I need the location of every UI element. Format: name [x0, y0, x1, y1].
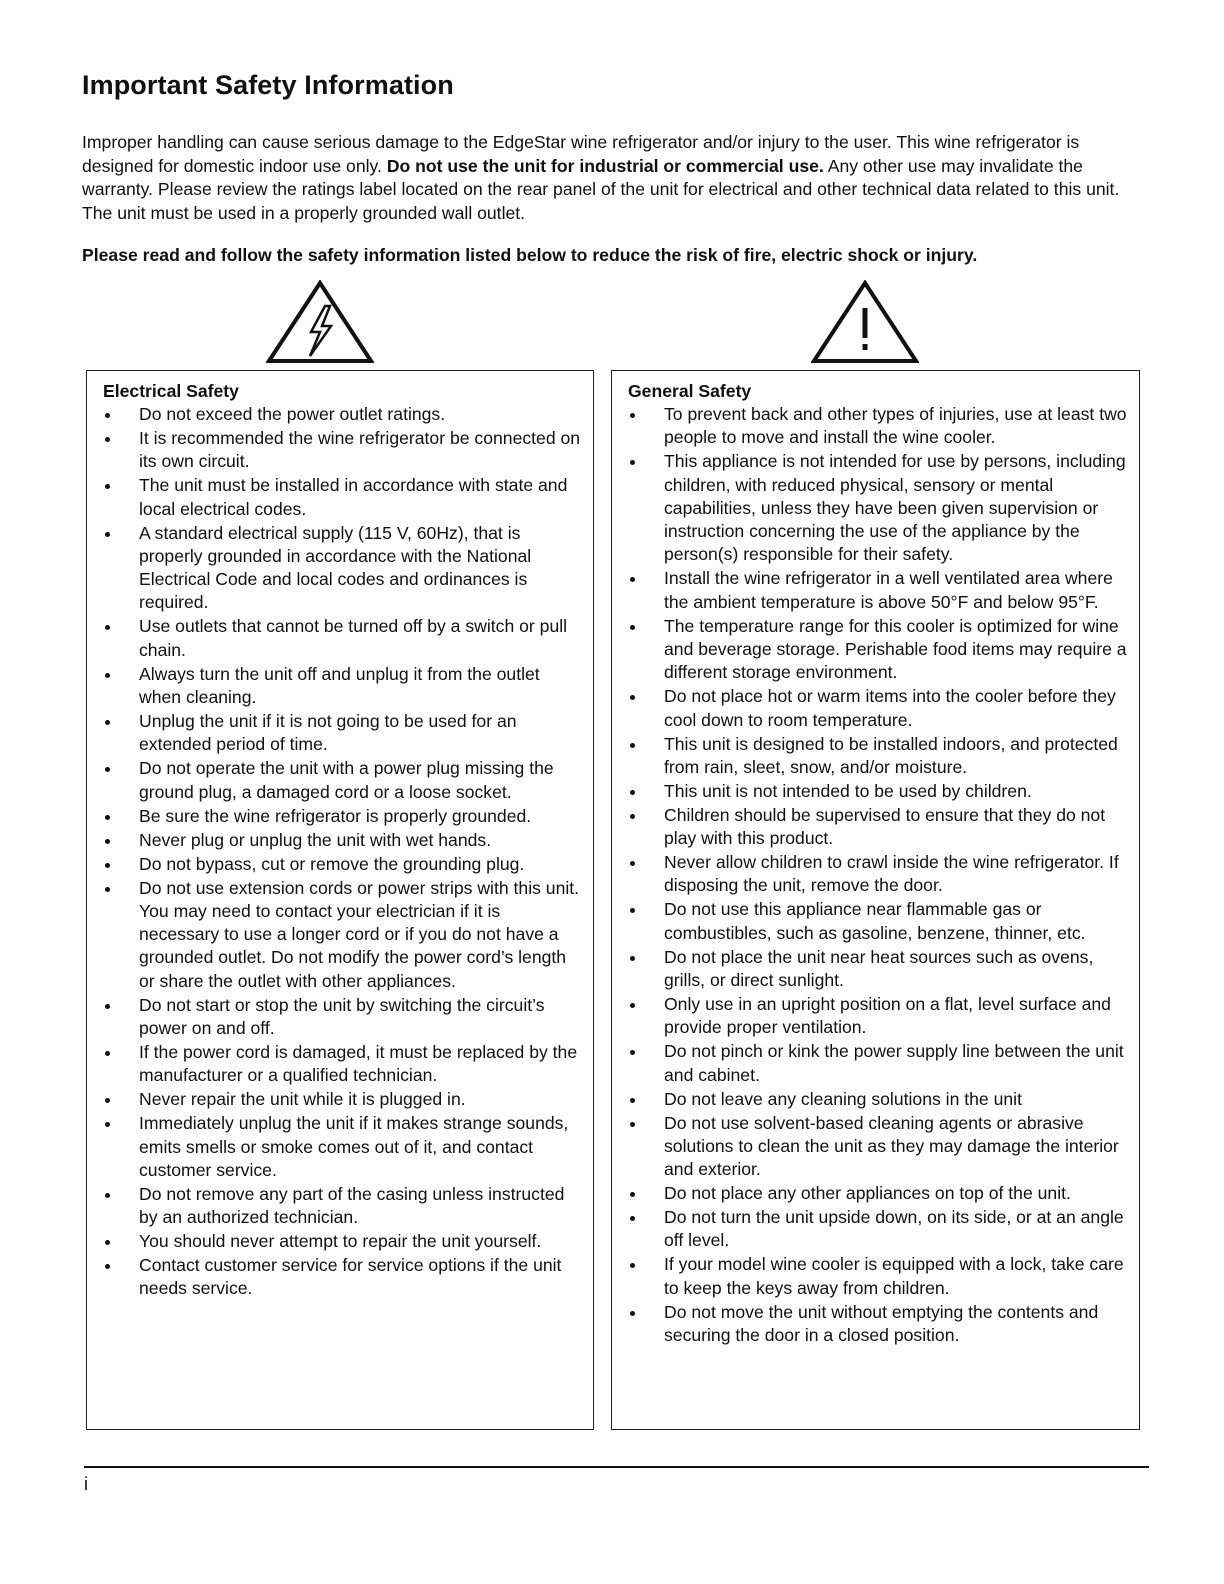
general-safety-list — [628, 403, 1127, 1347]
list-item — [628, 1301, 1127, 1348]
bullet-icon — [105, 863, 110, 868]
list-item-text: Only use in an upright position on a flat, level surface and provide proper ventilation. — [664, 993, 1111, 1038]
list-item-text: Be sure the wine refrigerator is properly grounded. — [139, 805, 532, 826]
list-item-text: Do not use extension cords or power strips with this unit. You may need to contact your electrician if it is necessary to use a longer cord or if you do not have a grounded outlet. Do not modify the power cord’s length or share the outlet with other appliances. — [139, 877, 580, 991]
list-item-text: Do not remove any part of the casing unless instructed by an authorized technician. — [139, 1183, 565, 1228]
bullet-icon — [105, 720, 110, 725]
list-item-text: Always turn the unit off and unplug it from the outlet when cleaning. — [139, 663, 540, 707]
intro-paragraph — [82, 131, 1147, 225]
bullet-icon — [105, 1098, 110, 1103]
bullet-icon — [630, 1098, 635, 1103]
bullet-icon — [105, 1264, 110, 1269]
bullet-icon — [630, 1216, 635, 1221]
list-item — [628, 450, 1127, 566]
list-item-text: Do not place the unit near heat sources such as ovens, grills, or direct sunlight. — [664, 946, 1094, 990]
list-item — [103, 615, 581, 662]
list-item-text: Unplug the unit if it is not going to be used for an extended period of time. — [139, 710, 517, 755]
bullet-icon — [630, 956, 635, 961]
bullet-icon — [105, 1193, 110, 1198]
bullet-icon — [630, 695, 635, 700]
list-item — [103, 877, 581, 993]
intro-text-2: Any other use may invalidate the warranty. Please review the ratings label located on the rear panel of the unit for electrical and other technical data related to this unit. The unit must be used in a properly grounded wall outlet. — [82, 155, 1120, 223]
list-item-text: Never repair the unit while it is plugged in. — [139, 1089, 466, 1110]
intro-text-1: Improper handling can cause serious damage to the EdgeStar wine refrigerator and/or injury to the user. This wine refrigerator is designed for domestic indoor use only. — [82, 132, 1080, 176]
list-item-text: Do not move the unit without emptying the contents and securing the door in a closed position. — [664, 1301, 1099, 1345]
list-item-text: Do not operate the unit with a power plug missing the ground plug, a damaged cord or a loose socket. — [139, 758, 554, 802]
list-item — [103, 829, 581, 852]
electrical-safety-list — [103, 403, 581, 1301]
list-item-text: Contact customer service for service options if the unit needs service. — [139, 1255, 562, 1299]
list-item-text: You should never attempt to repair the unit yourself. — [139, 1231, 542, 1252]
list-item-text: Do not exceed the power outlet ratings. — [139, 404, 446, 424]
bullet-icon — [105, 1004, 110, 1009]
bullet-icon — [105, 532, 110, 537]
list-item — [628, 1088, 1127, 1111]
list-item — [103, 1254, 581, 1301]
list-item — [103, 427, 581, 474]
list-item-text: Never allow children to crawl inside the wine refrigerator. If disposing the unit, remove the door. — [664, 852, 1119, 896]
list-item — [103, 1112, 581, 1182]
safety-callout: Please read and follow the safety information listed below to reduce the risk of fire, electric shock or injury. — [82, 245, 978, 265]
bullet-icon — [630, 1263, 635, 1268]
list-item-text: This unit is designed to be installed indoors, and protected from rain, sleet, snow, and/or moisture. — [664, 733, 1118, 777]
bullet-icon — [105, 887, 110, 892]
list-item-text: To prevent back and other types of injuries, use at least two people to move and install the wine cooler. — [664, 404, 1127, 448]
list-item — [103, 663, 581, 710]
list-item — [628, 615, 1127, 685]
list-item — [628, 993, 1127, 1040]
list-item — [103, 522, 581, 615]
list-item-text: The unit must be installed in accordance with state and local electrical codes. — [139, 475, 568, 519]
page-title: Important Safety Information — [82, 70, 454, 100]
list-item-text: Use outlets that cannot be turned off by a switch or pull chain. — [139, 616, 568, 660]
list-item — [103, 757, 581, 804]
list-item — [103, 474, 581, 521]
bullet-icon — [105, 673, 110, 678]
list-item-text: Children should be supervised to ensure that they do not play with this product. — [664, 804, 1106, 849]
list-item-text: If the power cord is damaged, it must be replaced by the manufacturer or a qualified technician. — [139, 1041, 578, 1086]
list-item — [103, 403, 581, 426]
footer-divider — [84, 1466, 1149, 1468]
list-item-text: This unit is not intended to be used by children. — [664, 780, 1032, 801]
list-item — [628, 567, 1127, 614]
list-item-text: This appliance is not intended for use by persons, including children, with reduced physical, sensory or mental capabilities, unless they have been given supervision or instruction concerning the use of the appliance by the person(s) responsible for their safety. — [664, 451, 1126, 565]
list-item — [103, 1183, 581, 1230]
list-item-text: Do not place hot or warm items into the cooler before they cool down to room temperature. — [664, 686, 1116, 730]
list-item-text: A standard electrical supply (115 V, 60Hz), that is properly grounded in accordance with the National Electrical Code and local codes and ordinances is required. — [139, 522, 532, 613]
list-item — [103, 805, 581, 828]
list-item — [103, 1088, 581, 1111]
bullet-icon — [630, 1311, 635, 1316]
list-item — [103, 1230, 581, 1253]
bullet-icon — [630, 1050, 635, 1055]
list-item-text: Do not use this appliance near flammable gas or combustibles, such as gasoline, benzene, thinner, etc. — [664, 899, 1086, 943]
list-item-text: Install the wine refrigerator in a well ventilated area where the ambient temperature is above 50°F and below 95°F. — [664, 568, 1113, 612]
bullet-icon — [630, 577, 635, 582]
list-item-text: Do not place any other appliances on top of the unit. — [664, 1183, 1071, 1204]
list-item — [628, 1253, 1127, 1300]
list-item — [628, 946, 1127, 993]
bullet-icon — [105, 815, 110, 820]
list-item-text: Immediately unplug the unit if it makes strange sounds, emits smells or smoke comes out of it, and contact customer service. — [139, 1113, 569, 1180]
general-warning-icon — [811, 280, 919, 364]
list-item — [103, 710, 581, 757]
bullet-icon — [105, 1051, 110, 1056]
electric-shock-warning-icon — [266, 280, 374, 364]
list-item — [628, 1040, 1127, 1087]
general-safety-heading: General Safety — [628, 381, 752, 401]
list-item-text: Do not use solvent-based cleaning agents or abrasive solutions to clean the unit as they may damage the interior and exterior. — [664, 1112, 1119, 1180]
list-item-text: If your model wine cooler is equipped with a lock, take care to keep the keys away from children. — [664, 1254, 1124, 1298]
list-item-text: Never plug or unplug the unit with wet hands. — [139, 829, 492, 850]
bullet-icon — [630, 908, 635, 913]
list-item — [628, 733, 1127, 780]
bullet-icon — [630, 625, 635, 630]
list-item-text: The temperature range for this cooler is optimized for wine and beverage storage. Perishable food items may require a different storage environment. — [664, 615, 1127, 683]
intro-bold-warning: Do not use the unit for industrial or commercial use. — [386, 155, 824, 176]
general-safety-box — [611, 370, 1140, 1430]
bullet-icon — [105, 1122, 110, 1127]
bullet-icon — [105, 839, 110, 844]
bullet-icon — [105, 413, 110, 418]
bullet-icon — [105, 767, 110, 772]
list-item — [628, 851, 1127, 898]
bullet-icon — [105, 437, 110, 442]
list-item — [628, 403, 1127, 450]
electrical-safety-heading: Electrical Safety — [103, 381, 239, 401]
list-item — [628, 780, 1127, 803]
bullet-icon — [630, 1192, 635, 1197]
bullet-icon — [630, 814, 635, 819]
list-item — [103, 853, 581, 876]
bullet-icon — [630, 413, 635, 418]
bullet-icon — [630, 743, 635, 748]
list-item-text: Do not start or stop the unit by switching the circuit’s power on and off. — [139, 994, 545, 1038]
list-item — [628, 898, 1127, 945]
list-item-text: Do not pinch or kink the power supply line between the unit and cabinet. — [664, 1041, 1124, 1085]
page-number: i — [84, 1474, 88, 1494]
bullet-icon — [105, 625, 110, 630]
bullet-icon — [105, 1240, 110, 1245]
bullet-icon — [630, 460, 635, 465]
list-item — [628, 1112, 1127, 1182]
list-item — [103, 994, 581, 1041]
list-item-text: Do not turn the unit upside down, on its side, or at an angle off level. — [664, 1207, 1124, 1251]
bullet-icon — [630, 861, 635, 866]
list-item-text: Do not leave any cleaning solutions in the unit — [664, 1088, 1022, 1109]
list-item — [628, 685, 1127, 732]
list-item-text: It is recommended the wine refrigerator be connected on its own circuit. — [139, 427, 581, 472]
list-item-text: Do not bypass, cut or remove the grounding plug. — [139, 853, 525, 874]
list-item — [628, 1206, 1127, 1253]
list-item — [628, 1182, 1127, 1205]
bullet-icon — [630, 790, 635, 795]
bullet-icon — [630, 1003, 635, 1008]
bullet-icon — [630, 1122, 635, 1127]
bullet-icon — [105, 484, 110, 489]
list-item — [103, 1041, 581, 1088]
list-item — [628, 804, 1127, 851]
electrical-safety-box — [86, 370, 594, 1430]
